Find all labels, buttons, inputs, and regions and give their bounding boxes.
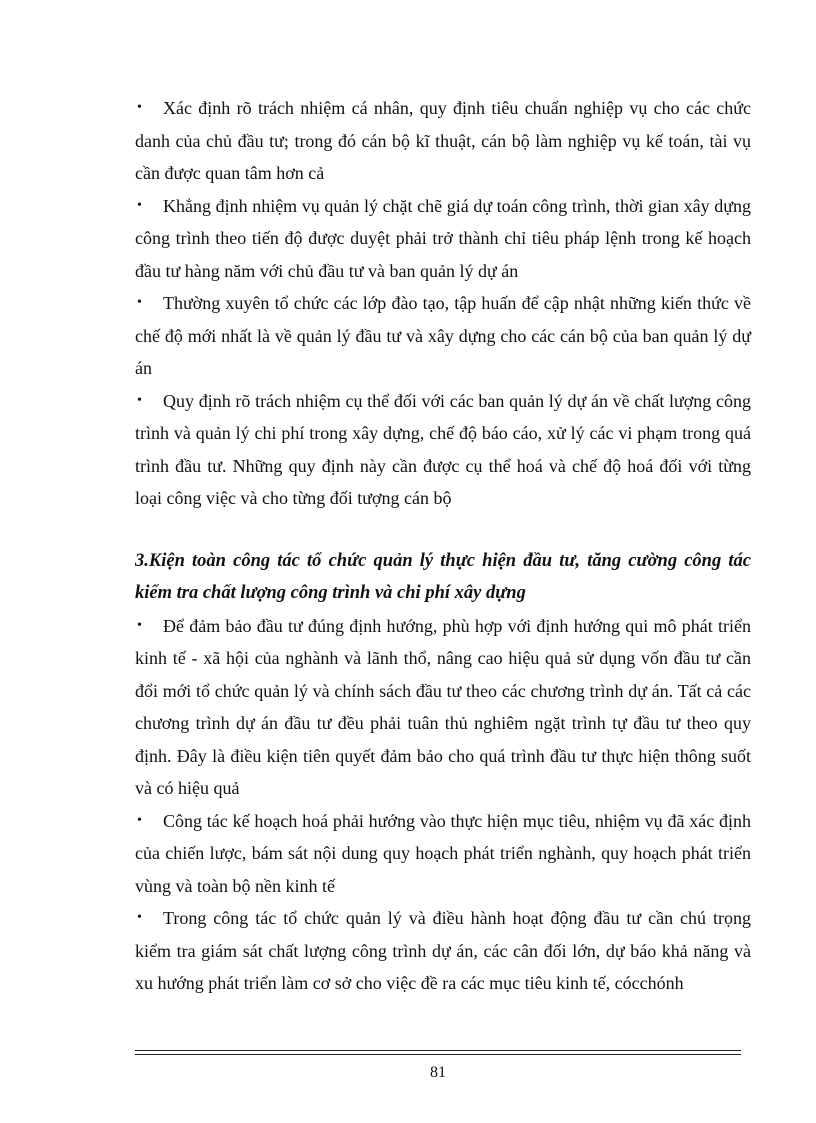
bullet-icon: • bbox=[137, 197, 142, 213]
list-item-text: Để đảm bảo đầu tư đúng định hướng, phù hợp với định hướng qui mô phát triển kinh tế - xã hội của nghành và lãnh thổ, nâng cao hiệu quả sử dụng vốn đầu tư cần đổi mới tổ chức quản lý và chính sách đầu tư theo các chương trình dự án. Tất cả các chương trình dự án đầu tư đều phải tuân thủ nghiêm ngặt trình tự đầu tư theo quy định. Đây là điều kiện tiên quyết đảm bảo cho quá trình đầu tư thực hiện thông suốt và có hiệu quả bbox=[135, 615, 751, 798]
bullet-icon: • bbox=[137, 617, 142, 633]
footer-rule-top bbox=[135, 1050, 741, 1051]
bullet-icon: • bbox=[137, 392, 142, 408]
list-item-text: Trong công tác tổ chức quản lý và điều hành hoạt động đầu tư cần chú trọng kiểm tra giám sát chất lượng công trình dự án, các cân đối lớn, dự báo khả năng và xu hướng phát triển làm cơ sở cho việc đề ra các mục tiêu kinh tế, cócchónh bbox=[135, 908, 751, 993]
list-item bbox=[135, 385, 751, 515]
list-item-text: Công tác kế hoạch hoá phải hướng vào thực hiện mục tiêu, nhiệm vụ đã xác định của chiến lược, bám sát nội dung quy hoạch phát triển nghành, quy hoạch phát triển vùng và toàn bộ nền kinh tế bbox=[135, 810, 751, 896]
page-content bbox=[135, 92, 751, 1000]
list-item bbox=[135, 190, 751, 288]
list-item-text: Xác định rõ trách nhiệm cá nhân, quy định tiêu chuẩn nghiệp vụ cho các chức danh của chủ đầu tư; trong đó cán bộ kĩ thuật, cán bộ làm nghiệp vụ kế toán, tài vụ cần được quan tâm hơn cả bbox=[135, 98, 751, 183]
footer-rule-bottom bbox=[135, 1054, 741, 1055]
list-item bbox=[135, 92, 751, 190]
bullet-icon: • bbox=[137, 812, 142, 828]
list-item bbox=[135, 805, 751, 903]
page-number: 81 bbox=[430, 1064, 446, 1081]
list-item bbox=[135, 902, 751, 1000]
section-heading: 3.Kiện toàn công tác tổ chức quản lý thực hiện đầu tư, tăng cường công tác kiểm tra chất lượng công trình và chi phí xây dựng bbox=[135, 550, 751, 603]
bullet-icon: • bbox=[137, 295, 142, 310]
list-item bbox=[135, 287, 751, 385]
bullet-icon: • bbox=[137, 100, 142, 115]
list-item-text: Quy định rõ trách nhiệm cụ thể đối với các ban quản lý dự án về chất lượng công trình và quản lý chi phí trong xây dựng, chế độ báo cáo, xử lý các vi phạm trong quá trình đầu tư. Những quy định này cần được cụ thể hoá và chế độ hoá đối với từng loại công việc và cho từng đối tượng cán bộ bbox=[135, 390, 751, 508]
bullet-icon: • bbox=[137, 910, 142, 925]
list-item-text: Khẳng định nhiệm vụ quản lý chặt chẽ giá dự toán công trình, thời gian xây dựng công trình theo tiến độ được duyệt phải trở thành chỉ tiêu pháp lệnh trong kế hoạch đầu tư hàng năm với chủ đầu tư và ban quản lý dự án bbox=[135, 195, 751, 281]
list-item bbox=[135, 610, 751, 805]
list-item-text: Thường xuyên tổ chức các lớp đào tạo, tập huấn để cập nhật những kiến thức về chế độ mới nhất là về quản lý đầu tư và xây dựng cho các cán bộ của ban quản lý dự án bbox=[135, 293, 751, 378]
